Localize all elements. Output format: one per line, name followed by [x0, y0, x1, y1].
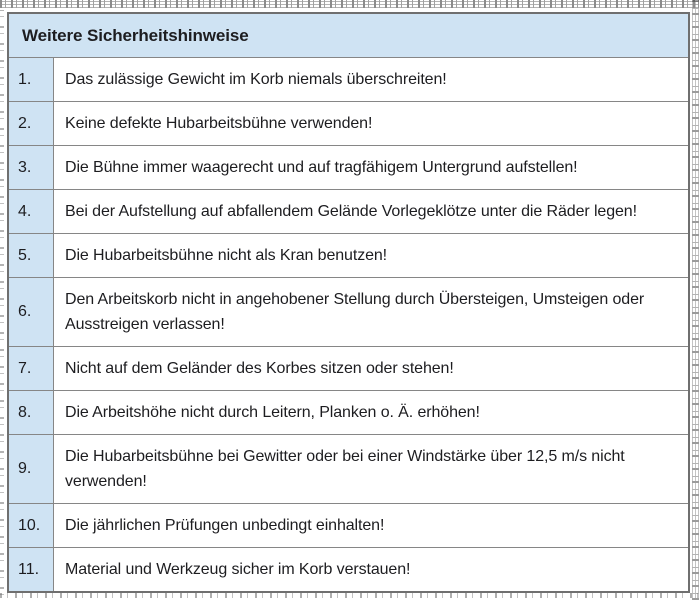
row-number: 6. — [18, 303, 32, 320]
row-text-cell — [54, 58, 688, 101]
row-number-cell — [9, 102, 54, 145]
row-text-cell — [54, 504, 688, 547]
row-number: 3. — [18, 158, 32, 176]
row-text-cell — [54, 548, 688, 591]
row-number: 1. — [18, 70, 32, 88]
row-text: Keine defekte Hubarbeitsbühne verwenden! — [65, 115, 373, 132]
row-number-cell — [9, 278, 54, 346]
table-row — [9, 189, 688, 233]
table-row — [9, 145, 688, 189]
safety-notes-table — [7, 12, 690, 593]
row-number: 2. — [18, 114, 32, 132]
row-text: Die jährlichen Prüfungen unbedingt einhalten! — [65, 517, 385, 534]
row-number: 9. — [18, 460, 32, 477]
scan-artifact-left — [0, 10, 4, 595]
row-number-cell — [9, 435, 54, 503]
row-number-cell — [9, 234, 54, 277]
row-number-cell — [9, 548, 54, 591]
table-header — [9, 14, 688, 57]
row-number-cell — [9, 190, 54, 233]
row-text-cell — [54, 146, 688, 189]
row-number: 8. — [18, 403, 32, 421]
row-number-cell — [9, 391, 54, 434]
row-text: Die Bühne immer waagerecht und auf tragfähigem Untergrund aufstellen! — [65, 159, 578, 176]
row-number: 11. — [18, 560, 40, 578]
table-row — [9, 390, 688, 434]
row-text: Das zulässige Gewicht im Korb niemals überschreiten! — [65, 71, 447, 88]
table-row — [9, 547, 688, 591]
table-row — [9, 57, 688, 101]
row-text: Die Hubarbeitsbühne nicht als Kran benutzen! — [65, 247, 388, 264]
row-text: Den Arbeitskorb nicht in angehobener Stellung durch Übersteigen, Umsteigen oder Ausstreigen verlassen! — [65, 291, 645, 333]
row-number-cell — [9, 347, 54, 390]
row-text-cell — [54, 278, 688, 346]
row-number: 7. — [18, 359, 32, 377]
row-text: Bei der Aufstellung auf abfallendem Gelände Vorlegeklötze unter die Räder legen! — [65, 203, 637, 220]
row-number: 10. — [18, 516, 41, 534]
row-number-cell — [9, 58, 54, 101]
row-text-cell — [54, 391, 688, 434]
row-text: Nicht auf dem Geländer des Korbes sitzen oder stehen! — [65, 360, 454, 377]
scan-artifact-bottom — [0, 593, 699, 598]
row-text-cell — [54, 234, 688, 277]
row-text: Material und Werkzeug sicher im Korb verstauen! — [65, 561, 411, 578]
scan-artifact-top — [0, 0, 699, 8]
table-row — [9, 346, 688, 390]
row-text: Die Arbeitshöhe nicht durch Leitern, Planken o. Ä. erhöhen! — [65, 404, 480, 421]
row-text-cell — [54, 190, 688, 233]
table-row — [9, 277, 688, 346]
row-text: Die Hubarbeitsbühne bei Gewitter oder bei einer Windstärke über 12,5 m/s nicht verwenden! — [65, 448, 625, 490]
row-text-cell — [54, 347, 688, 390]
row-text-cell — [54, 102, 688, 145]
table-row — [9, 101, 688, 145]
row-text-cell — [54, 435, 688, 503]
row-number: 5. — [18, 246, 32, 264]
row-number-cell — [9, 146, 54, 189]
scan-artifact-right — [692, 0, 699, 600]
table-row — [9, 233, 688, 277]
table-title: Weitere Sicherheitshinweise — [22, 25, 249, 45]
table-row — [9, 503, 688, 547]
row-number: 4. — [18, 202, 32, 220]
table-row — [9, 434, 688, 503]
row-number-cell — [9, 504, 54, 547]
